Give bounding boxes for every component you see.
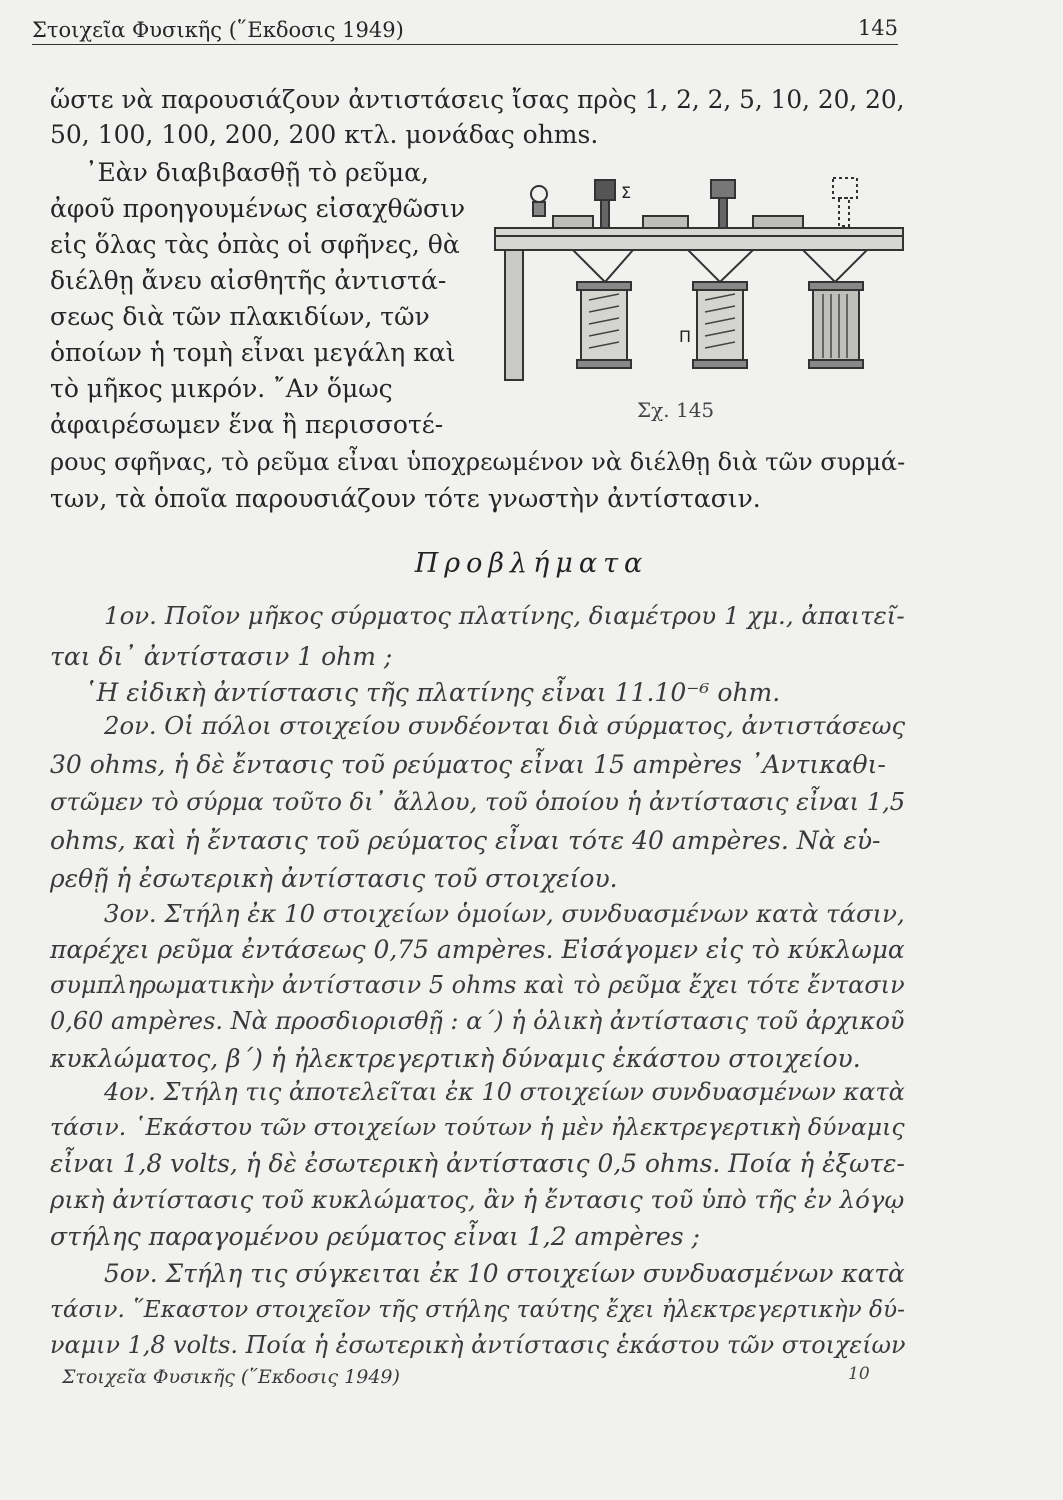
label-pi: Π: [679, 327, 692, 346]
problem-line: κυκλώματος, β´) ἡ ἠλεκτρεγερτικὴ δύναμις ἑκάστου στοιχείου.: [50, 1044, 861, 1073]
page-number: 145: [857, 16, 898, 40]
text-line: τὸ μῆκος μικρόν. ῎Αν ὅμως: [50, 374, 393, 403]
problem-line: 0,60 ampères. Νὰ προσδιορισθῇ : α´) ἡ ὁλικὴ ἀντίστασις τοῦ ἀρχικοῦ: [50, 1007, 905, 1035]
page-header: [32, 10, 898, 45]
resistance-box-figure: [493, 170, 907, 392]
problem-line: ται δι᾿ ἀντίστασιν 1 ohm ;: [50, 642, 393, 671]
problem-line: ναμιν 1,8 volts. Ποία ἡ ἐσωτερικὴ ἀντίστασις ἑκάστου τῶν στοιχείων: [50, 1331, 906, 1359]
problem-line: συμπληρωματικὴν ἀντίστασιν 5 ohms καὶ τὸ ρεῦμα ἔχει τότε ἔντασιν: [50, 971, 905, 999]
problem-line: εἶναι 1,8 volts, ἡ δὲ ἐσωτερικὴ ἀντίστασις 0,5 ohms. Ποία ἡ ἐξωτε-: [50, 1149, 905, 1178]
text-line: ρους σφῆνας, τὸ ρεῦμα εἶναι ὑποχρεωμένον νὰ διέλθῃ διὰ τῶν συρμά-: [50, 448, 906, 476]
figure-caption: Σχ. 145: [637, 398, 715, 422]
problem-line: 1ον. Ποῖον μῆκος σύρματος πλατίνης, διαμέτρου 1 χμ., ἀπαιτεῖ-: [104, 601, 905, 630]
problem-line: 5ον. Στήλη τις σύγκειται ἐκ 10 στοιχείων συνδυασμένων κατὰ: [104, 1259, 905, 1288]
text-line: ὥστε νὰ παρουσιάζουν ἀντιστάσεις ἴσας πρὸς 1, 2, 2, 5, 10, 20, 20,: [50, 85, 905, 114]
problem-line: στήλης παραγομένου ρεύματος εἶναι 1,2 ampères ;: [50, 1222, 700, 1251]
problem-line: 3ον. Στήλη ἐκ 10 στοιχείων ὁμοίων, συνδυασμένων κατὰ τάσιν,: [104, 899, 905, 928]
text-line: ὁποίων ἡ τομὴ εἶναι μεγάλη καὶ: [50, 338, 456, 367]
footer-signature: Στοιχεῖα Φυσικῆς (῞Εκδοσις 1949): [62, 1366, 400, 1388]
label-sigma: Σ: [621, 183, 632, 202]
text-line: των, τὰ ὁποῖα παρουσιάζουν τότε γνωστὴν ἀντίστασιν.: [50, 484, 761, 513]
running-title: Στοιχεῖα Φυσικῆς (῞Εκδοσις 1949): [32, 18, 404, 42]
resistance-box-drawing: [493, 170, 907, 392]
problem-line: τάσιν. ῾Εκάστου τῶν στοιχείων τούτων ἡ μὲν ἠλεκτρεγερτικὴ δύναμις: [50, 1113, 905, 1141]
text-line: 50, 100, 100, 200, 200 κτλ. μονάδας ohms.: [50, 120, 599, 149]
text-line: εἰς ὅλας τὰς ὀπὰς οἱ σφῆνες, θὰ: [50, 230, 460, 259]
problem-line: παρέχει ρεῦμα ἐντάσεως 0,75 ampères. Εἰσάγομεν εἰς τὸ κύκλωμα: [50, 935, 905, 964]
footer-sheet-number: 10: [848, 1364, 870, 1384]
problem-line: 30 ohms, ἡ δὲ ἔντασις τοῦ ρεύματος εἶναι 15 ampères ᾿Αντικαθι-: [50, 750, 886, 779]
text-line: σεως διὰ τῶν πλακιδίων, τῶν: [50, 302, 430, 331]
problem-line: ohms, καὶ ἡ ἔντασις τοῦ ρεύματος εἶναι τότε 40 ampères. Νὰ εὑ-: [50, 826, 881, 855]
text-line: ᾿Εὰν διαβιβασθῇ τὸ ρεῦμα,: [85, 158, 429, 187]
problem-line: 4ον. Στήλη τις ἀποτελεῖται ἐκ 10 στοιχείων συνδυασμένων κατὰ: [104, 1078, 905, 1106]
text-line: διέλθῃ ἄνευ αἰσθητῆς ἀντιστά-: [50, 266, 447, 295]
text-line: ἀφαιρέσωμεν ἕνα ἢ περισσοτέ-: [50, 410, 444, 439]
text-line: ἀφοῦ προηγουμένως εἰσαχθῶσιν: [50, 194, 466, 223]
problem-line: στῶμεν τὸ σύρμα τοῦτο δι᾿ ἄλλου, τοῦ ὁποίου ἡ ἀντίστασις εἶναι 1,5: [50, 788, 906, 816]
problem-line: ῾Η εἰδικὴ ἀντίστασις τῆς πλατίνης εἶναι 11.10⁻⁶ ohm.: [84, 678, 781, 707]
problem-line: ρικὴ ἀντίστασις τοῦ κυκλώματος, ἂν ἡ ἔντασις τοῦ ὑπὸ τῆς ἐν λόγῳ: [50, 1185, 905, 1214]
problem-line: ρεθῇ ἡ ἐσωτερικὴ ἀντίστασις τοῦ στοιχείου.: [50, 864, 618, 893]
section-title: Προβλήματα: [414, 548, 649, 579]
problem-line: τάσιν. ῞Εκαστον στοιχεῖον τῆς στήλης ταύτης ἔχει ἠλεκτρεγερτικὴν δύ-: [50, 1296, 905, 1323]
problem-line: 2ον. Οἱ πόλοι στοιχείου συνδέονται διὰ σύρματος, ἀντιστάσεως: [104, 711, 906, 740]
